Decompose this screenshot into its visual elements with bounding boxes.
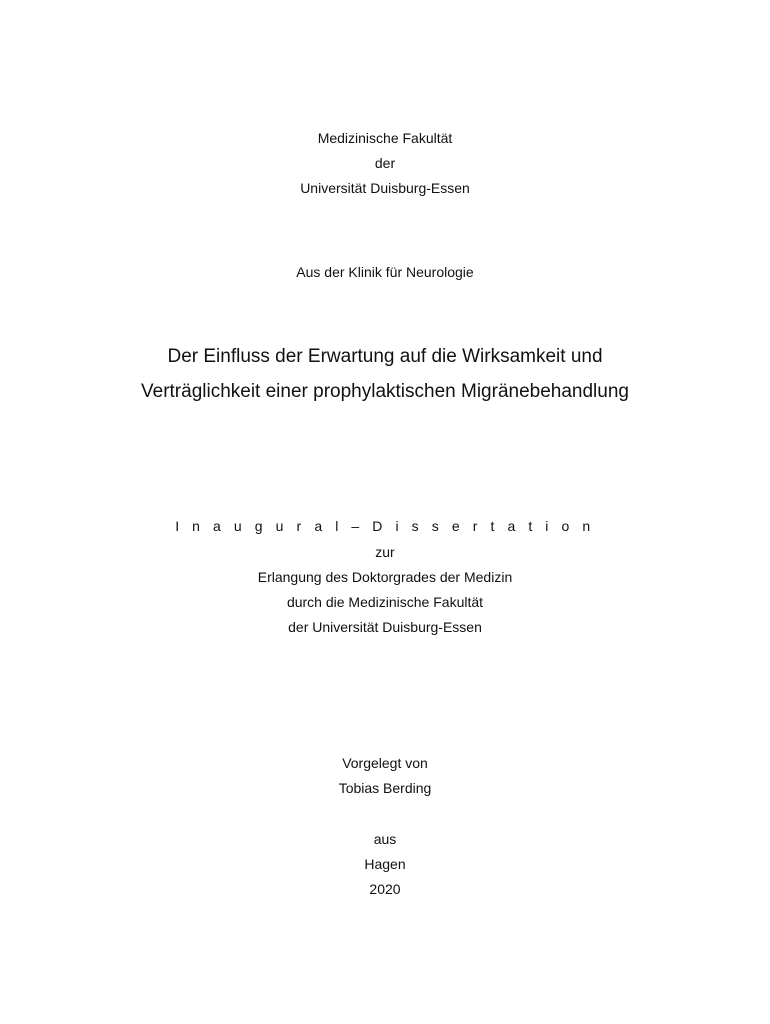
thesis-title-line-2: Verträglichkeit einer prophylaktischen Migränebehandlung — [141, 381, 629, 402]
dissertation-heading: I n a u g u r a l – D i s s e r t a t i o n — [175, 518, 595, 534]
origin-place: Hagen — [364, 856, 406, 872]
dissertation-zur: zur — [375, 544, 395, 560]
dissertation-university: der Universität Duisburg-Essen — [288, 619, 482, 635]
dissertation-faculty: durch die Medizinische Fakultät — [286, 594, 484, 610]
thesis-title-line-1: Der Einfluss der Erwartung auf die Wirksamkeit und — [167, 346, 603, 367]
presented-by-label: Vorgelegt von — [342, 755, 428, 771]
submission-year: 2020 — [369, 881, 401, 897]
clinic-name: Aus der Klinik für Neurologie — [296, 264, 474, 280]
faculty-name: Medizinische Fakultät — [317, 130, 453, 146]
university-name: Universität Duisburg-Essen — [300, 180, 470, 196]
author-name: Tobias Berding — [338, 780, 432, 796]
dissertation-purpose: Erlangung des Doktorgrades der Medizin — [257, 569, 513, 585]
origin-label: aus — [373, 831, 397, 847]
faculty-connector: der — [374, 155, 396, 171]
